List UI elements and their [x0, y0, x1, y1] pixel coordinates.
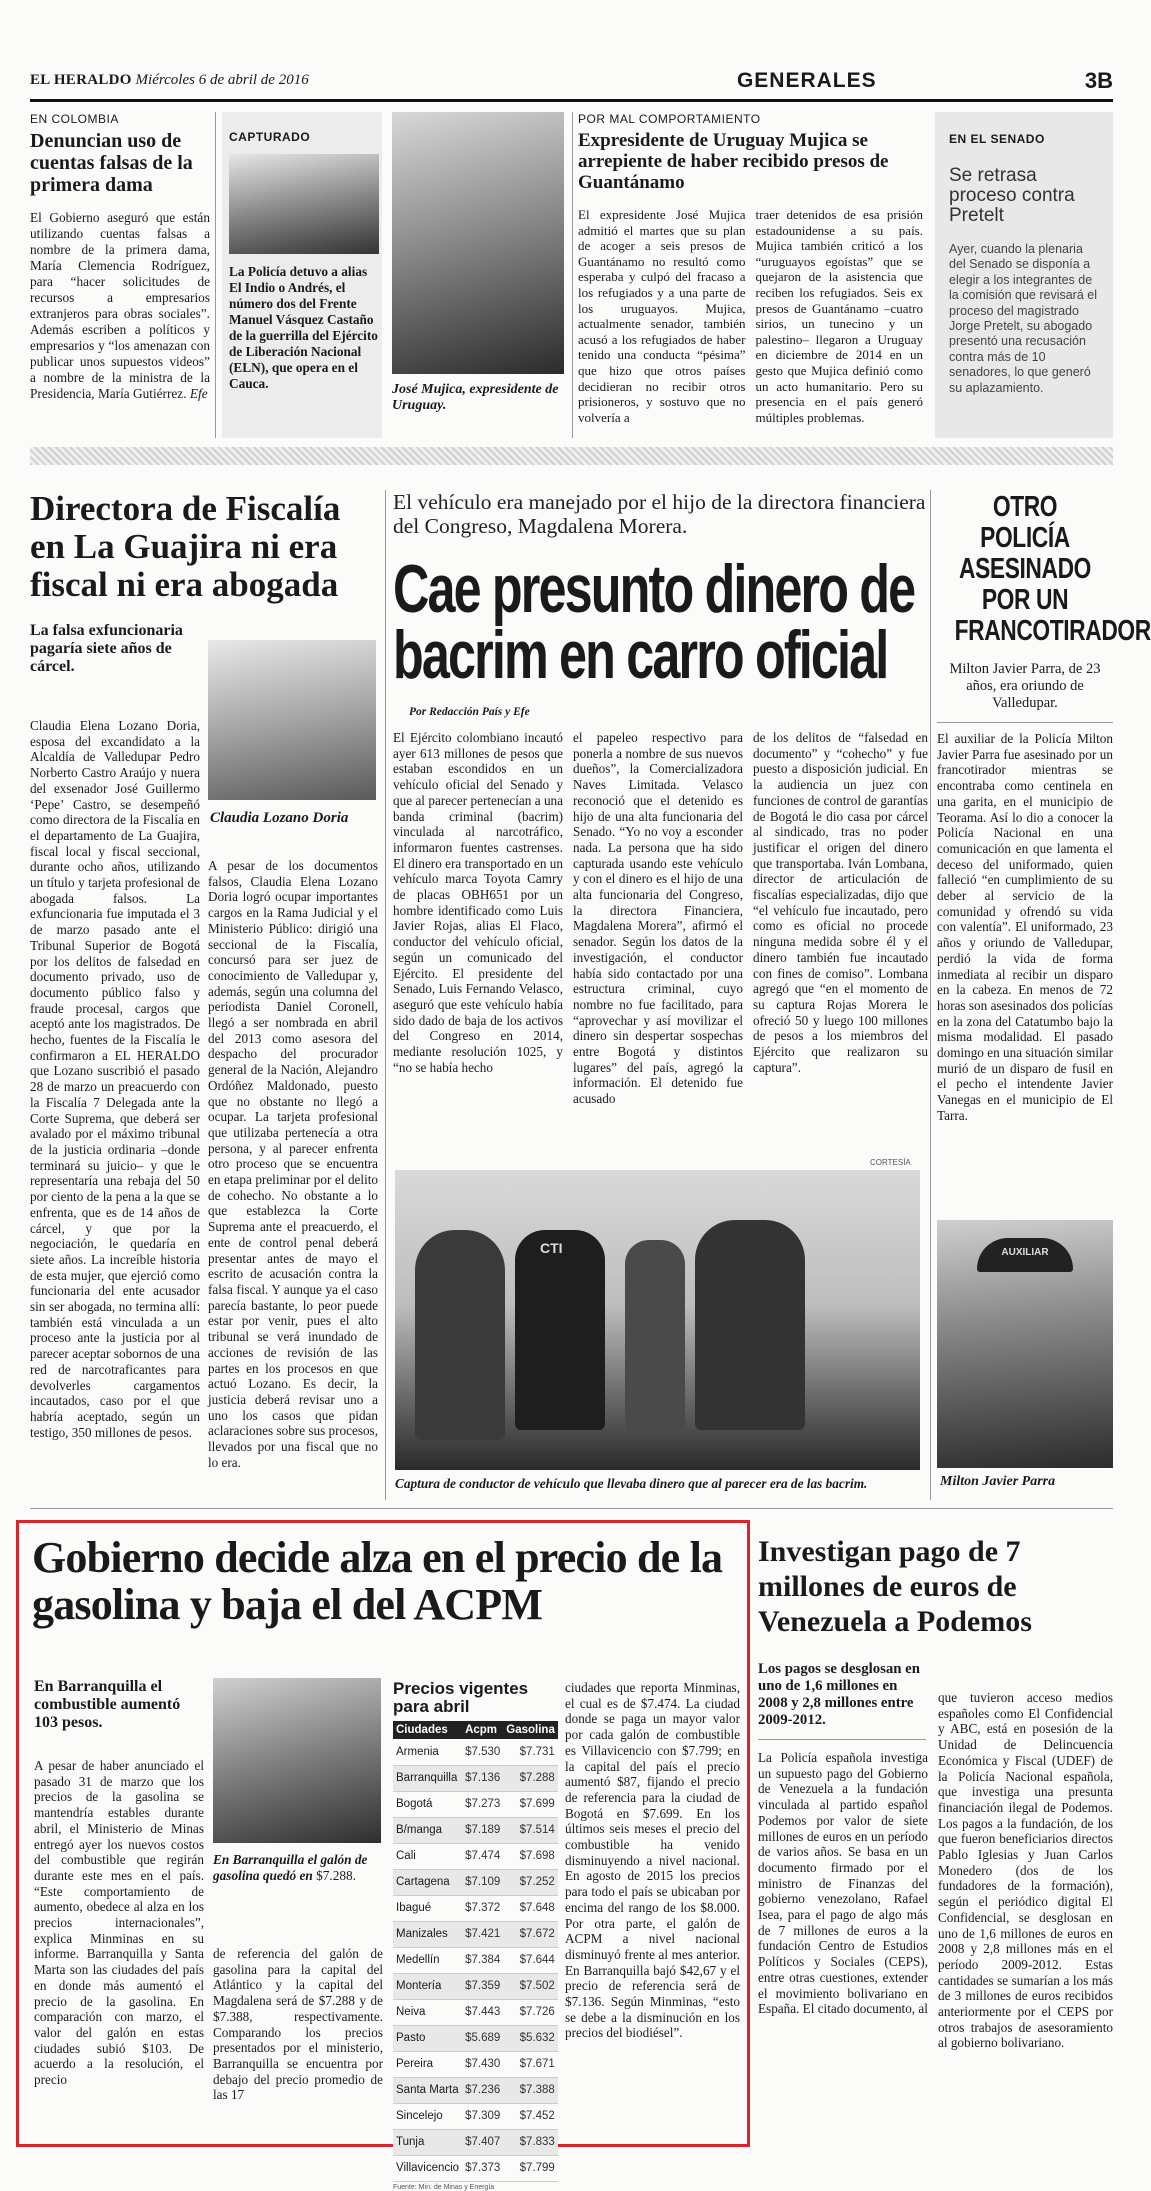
acpm-cell: $7.384 — [462, 1947, 503, 1973]
body-text: Ayer, cuando la plenaria del Senado se disponía a elegir a los integrantes de la comisión que revisará el proceso del magistrado Jorge Pretelt, su abogado presentó una recusación contra más de 10 senadores, lo que generó su aplazamiento. — [949, 242, 1097, 395]
table-row — [393, 1791, 558, 1817]
acpm-cell: $7.443 — [462, 1999, 503, 2025]
headline: Cae presunto dinero de bacrim en carro oficial — [393, 551, 915, 693]
divider — [385, 490, 386, 1500]
body-col-2: traer detenidos de esa prisión estadounidense a su país. Mujica también criticó a los “uruguayos egoístas” que se quejaron de la asistencia que reciben los refugiados. Seis ex presos de Guantánamo –cuatro sirios, un tunecino y un palestino– llegaron a Uruguay en diciembre de 2014 en un gesto que Mujica definió como un acto humanitario. Pero su presencia en el país generó múltiples problemas. — [755, 207, 923, 425]
acpm-cell: $7.372 — [462, 1895, 503, 1921]
brief-senado — [935, 112, 1113, 438]
acpm-cell: $7.309 — [462, 2103, 503, 2129]
gasolina-cell: $7.644 — [503, 1947, 558, 1973]
masthead — [30, 72, 309, 89]
kicker: EN EL SENADO — [949, 132, 1045, 146]
vest-label: CTI — [540, 1240, 563, 1256]
city-cell: Pasto — [393, 2025, 462, 2051]
table-row — [393, 2155, 558, 2181]
photo-mujica — [392, 112, 564, 374]
acpm-cell: $7.373 — [462, 2155, 503, 2181]
gasolina-cell: $7.252 — [503, 1869, 558, 1895]
deck: Los pagos se desglosan en uno de 1,6 millones en 2008 y 2,8 millones entre 2009-2012. — [758, 1661, 920, 1728]
acpm-cell: $7.359 — [462, 1973, 503, 1999]
price-table — [393, 1680, 553, 2191]
headline: Directora de Fiscalía en La Guajira ni era fiscal ni era abogada — [30, 489, 341, 604]
story-policia — [937, 491, 1151, 1221]
photo-capturado — [229, 154, 379, 254]
kicker: CAPTURADO — [229, 130, 311, 144]
acpm-cell: $5.689 — [462, 2025, 503, 2051]
headline: Expresidente de Uruguay Mujica se arrepiente de haber recibido presos de Guantánamo — [578, 130, 889, 193]
gasolina-cell: $7.726 — [503, 1999, 558, 2025]
acpm-cell: $7.421 — [462, 1921, 503, 1947]
table-row — [393, 1999, 558, 2025]
city-cell: Barranquilla — [393, 1765, 462, 1791]
table-row — [393, 2129, 558, 2155]
acpm-cell: $7.407 — [462, 2129, 503, 2155]
city-cell: Tunja — [393, 2129, 462, 2155]
acpm-cell: $7.474 — [462, 1843, 503, 1869]
gasolina-cell: $7.648 — [503, 1895, 558, 1921]
paper-name: EL HERALDO — [30, 72, 132, 88]
caption-parra: Milton Javier Parra — [940, 1474, 1056, 1489]
page-number: 3B — [1084, 67, 1113, 93]
acpm-cell: $7.189 — [462, 1817, 503, 1843]
city-cell: Bogotá — [393, 1791, 462, 1817]
photo-parra — [937, 1220, 1113, 1468]
table-source: Fuente: Min. de Minas y Energía — [393, 2183, 495, 2191]
gasolina-cell: $7.288 — [503, 1765, 558, 1791]
gasolina-cell: $7.698 — [503, 1843, 558, 1869]
body-col-2: que tuvieron acceso medios españoles como El Confidencial y ABC, está en posesión de la Unidad de Delincuencia Económica y Fiscal (UDEF) de la Policía Nacional española, que investiga una presunta financiación ilegal de Podemos. Los pagos a la fundación, de los que fueron beneficiarios directos Pablo Iglesias y Juan Carlos Monedero (dos de los fundadores de la formación), según el periódico digital El Confidencial, se desglosan en uno de 1,6 millones de euros en 2008 y 2,8 millones más en el período 2009-2012. Estas cantidades se sumarían a los más de 3 millones de euros recibidos anteriormente por el CEPS por otros trabajos de asesoramiento al gobierno bolivariano. — [938, 1690, 1113, 2051]
caption-lozano: Claudia Lozano Doria — [210, 810, 349, 826]
city-cell: Cartagena — [393, 1869, 462, 1895]
city-cell: Sincelejo — [393, 2103, 462, 2129]
divider — [937, 722, 1113, 723]
table-row — [393, 1947, 558, 1973]
body-col-2: de referencia del galón de gasolina para la capital del Atlántico y la capital del Magdalena será de $7.288 y de $7.388, respectivamente. Comparando los precios presentados por el ministerio, Barranquilla se encuentra por debajo del precio promedio de las 17 — [213, 1946, 383, 2103]
body-col-1: La Policía española investiga un supuesto pago del Gobierno de Venezuela a la fundación vinculada al partido español Podemos por valor de siete millones de euros en un período de varios años. Se basa en un documento firmado por el ministro de Finanzas del gobierno venezolano, Rafael Isea, para el pago de algo más de 7 millones de euros a la fundación Centro de Estudios Políticos y Sociales (CEPS), entre otras cuestiones, extender el movimiento bolivariano en España. El citado documento, al — [758, 1750, 928, 2017]
city-cell: Armenia — [393, 1739, 462, 1765]
byline: Por Redacción País y Efe — [409, 706, 530, 718]
photo-lozano — [208, 640, 376, 800]
table-row — [393, 2077, 558, 2103]
brief-primera-dama — [30, 112, 210, 428]
acpm-cell: $7.530 — [462, 1739, 503, 1765]
acpm-cell: $7.136 — [462, 1765, 503, 1791]
story-mujica — [578, 112, 923, 425]
gasolina-cell: $7.799 — [503, 2155, 558, 2181]
divider — [930, 490, 931, 1500]
table-row — [393, 1739, 558, 1765]
body-col-1: El expresidente José Mujica admitió el martes que su plan de acoger a seis presos de Guantánamo no resultó como esperaba y culpó del fracaso a los refugiados y a una parte de los uruguayos. Mujica, actualmente senador, también acusó a los refugiados de haber tenido una conducta “pésima” que hizo que otros países decidieran no recibir otros prisioneros, y sostuvo que no volvería a — [578, 207, 746, 425]
gasolina-cell: $7.671 — [503, 2051, 558, 2077]
body-col-2: A pesar de los documentos falsos, Claudia Elena Lozano Doria logró ocupar importantes cargos en la Rama Judicial y el Ministerio Público: dirigió una seccional de la Fiscalía, concursó para ser juez de conocimiento de Valledupar y, además, según una columna del periodista Daniel Coronell, llegó a ser nombrada en abril del 2013 como asesora del despacho del procurador general de la Nación, Alejandro Ordóñez Maldonado, puesto que no obstante no llegó a ocupar. La tarjeta profesional que utilizaba pertenecía a otra persona, y al parecer enfrenta otro proceso que se encuentra en etapa preliminar por el delito de cohecho. No obstante a lo que establezca la Corte Suprema ante el preacuerdo, el ente de control penal deberá presentar antes de mayo el escrito de acusación contra la falsa fiscal. Y aunque ya el caso parecía bastante, lo peor puede estar por venir, pues el alto tribunal se verá inundado de acciones de revisión de las partes en los procesos en que actuó Lozano. Es decir, la justicia deberá revisar uno a uno los casos que pidan aclaraciones sobre sus procesos, llevados por una fiscal que no lo era. — [208, 858, 378, 1470]
gasolina-cell: $7.502 — [503, 1973, 558, 1999]
acpm-cell: $7.236 — [462, 2077, 503, 2103]
divider — [572, 112, 573, 438]
caption-gasolina: En Barranquilla el galón de gasolina quedó en — [213, 1852, 368, 1883]
city-cell: Pereira — [393, 2051, 462, 2077]
photo-gasolina — [213, 1678, 381, 1843]
city-cell: Neiva — [393, 1999, 462, 2025]
credit: Efe — [189, 386, 208, 401]
prices-table — [393, 1721, 558, 2182]
gasolina-cell: $7.388 — [503, 2077, 558, 2103]
city-cell: Cali — [393, 1843, 462, 1869]
brief-capturado — [222, 112, 382, 438]
headline: Investigan pago de 7 millones de euros de Venezuela a Podemos — [758, 1535, 1032, 1638]
deck: La falsa exfuncionaria pagaría siete años de cárcel. — [30, 622, 183, 675]
page-header — [30, 62, 1113, 102]
gasolina-cell: $7.731 — [503, 1739, 558, 1765]
city-cell: Medellín — [393, 1947, 462, 1973]
helmet-label: AUXILIAR — [977, 1238, 1073, 1272]
table-row — [393, 2051, 558, 2077]
headline: Gobierno decide alza en el precio de la gasolina y baja el del ACPM — [32, 1533, 723, 1629]
table-row — [393, 2025, 558, 2051]
acpm-cell: $7.109 — [462, 1869, 503, 1895]
kicker: EN COLOMBIA — [30, 112, 119, 126]
city-cell: Manizales — [393, 1921, 462, 1947]
caption: La Policía detuvo a alias El Indio o Andrés, el número dos del Frente Manuel Vásquez Castaño de la guerrilla del Ejército de Liberación Nacional (ELN), que opera en el Cauca. — [229, 264, 378, 391]
caption-captura: Captura de conductor de vehículo que llevaba dinero que al parecer era de las bacrim. — [395, 1476, 868, 1491]
city-cell: B/manga — [393, 1817, 462, 1843]
acpm-cell: $7.273 — [462, 1791, 503, 1817]
gasolina-cell: $7.514 — [503, 1817, 558, 1843]
gasolina-cell: $7.833 — [503, 2129, 558, 2155]
city-cell: Montería — [393, 1973, 462, 1999]
section-band — [30, 447, 1113, 465]
city-cell: Santa Marta — [393, 2077, 462, 2103]
headline: Se retrasa proceso contra Pretelt — [949, 165, 1075, 226]
column-header: Gasolina — [503, 1721, 558, 1739]
table-row — [393, 1921, 558, 1947]
table-row — [393, 1869, 558, 1895]
photo-captura — [395, 1170, 920, 1470]
city-cell: Ibagué — [393, 1895, 462, 1921]
body-col-3: de los delitos de “falsedad en documento” y “cohecho” y fue puesto a disposición judicial. En la audiencia un juez con funciones de control de garantías de Bogotá le dio casa por cárcel al sindicado, tras no poder justificar el origen del dinero que transportaba. Iván Lombana, director de articulación de fiscalías especializadas, dijo que “el vehículo fue incautado, pero como es oficial no procede ninguna medida sobre él y el dinero también fue incautado con fines de comiso”. Lombana agregó que “en el momento de su captura Rojas Morera le ofreció 50 y luego 100 millones de pesos a los miembros del Ejército que realizaron su captura”. — [753, 730, 928, 1075]
city-cell: Villavicencio — [393, 2155, 462, 2181]
gasolina-cell: $7.699 — [503, 1791, 558, 1817]
headline: OTRO POLICÍA ASESINADO POR UN FRANCOTIRADOR — [954, 491, 1151, 647]
body-col-2: el papeleo respectivo para ponerla a nombre de sus nuevos dueños”, la Comercializadora Naves Limitada. Velasco reconoció que el detenido es hijo de una alta funcionaria del Senado. “Yo no voy a esconder nada. La persona que ha sido capturada usando este vehículo y con el dinero es el hijo de una alta funcionaria del Congreso, la directora Financiera, Magdalena Morera”, afirmó el senador. Según los datos de la investigación, el conductor había sido contactado por una estructura criminal, cuyo nombre no fue facilitado, para “aprovechar y así movilizar el dinero sin despertar sospechas entre Bogotá y distintos lugares” del país, agregó la información. El detenido fue acusado — [573, 730, 743, 1107]
table-row — [393, 1765, 558, 1791]
table-row — [393, 1973, 558, 1999]
body-col-3: ciudades que reporta Minminas, el cual es de $7.474. La ciudad donde se paga un mayor valor por cada galón de combustible es Villavicencio con $7.799; en la capital del país el precio aumentó $87, fijando el precio de referencia para la ciudad de Bogotá en $7.699. En los últimos seis meses el precio del combustible ha venido disminuyendo a nivel nacional. En agosto de 2015 los precios para todo el país se ubicaban por encima del rango de los $8.000. Por otra parte, el galón de ACPM a nivel nacional disminuyó frente al mes anterior. En Barranquilla bajó $42,67 y el precio de referencia será de $7.136. Según Minminas, “esto se debe a la disminución en los precios del biodiésel”. — [565, 1680, 740, 2041]
gasolina-cell: $7.452 — [503, 2103, 558, 2129]
body-col-1: A pesar de haber anunciado el pasado 31 de marzo que los precios de la gasolina se mantendría estables durante abril, el Ministerio de Minas entregó ayer los nuevos costos del combustible que regirán durante este mes en el país. “Este comportamiento de aumento, obedece al alza en los precios internacionales”, explica Minminas en su informe. Barranquilla y Santa Marta son las ciudades del país en donde más aumentó el precio de la gasolina. En comparación con marzo, el valor del galón en estas ciudades subió $103. De acuerdo a la resolución, el precio — [34, 1758, 204, 2088]
table-title: Precios vigentes para abril — [393, 1679, 529, 1716]
story-gasolina — [32, 1534, 742, 1628]
deck: En Barranquilla el combustible aumentó 103 pesos. — [34, 1678, 181, 1731]
caption-price: $7.288. — [316, 1868, 356, 1883]
story-bacrim — [393, 490, 928, 1130]
divider — [30, 1508, 1113, 1509]
kicker: POR MAL COMPORTAMIENTO — [578, 112, 761, 126]
acpm-cell: $7.430 — [462, 2051, 503, 2077]
table-row — [393, 1817, 558, 1843]
body-text: El Gobierno aseguró que están utilizando cuentas falsas a nombre de la primera dama, María Clemencia Rodríguez, para “hacer solicitudes de recursos a empresarios extranjeros para obras sociales”. Además escriben a políticos y empresarios y “los amenazan con publicar unos supuestos videos” a nombre de la ministra de la Presidencia, María Gutiérrez. — [30, 210, 210, 401]
body-col-1: Claudia Elena Lozano Doria, esposa del excandidato a la Alcaldía de Valledupar Pedro Norberto Castro Araújo y nuera del exsenador José Guillermo ‘Pepe’ Castro, se desempeñó como directora de la Fiscalía en el departamento de La Guajira, fiscal local y fiscal seccional, durante ocho años, utilizando un título y tarjeta profesional de abogada falsos. La exfuncionaria fue imputada el 3 de marzo pasado ante el Tribunal Superior de Bogotá por los delitos de falsedad en documento privado, uso de documento público falso y fraude procesal, cargos que aceptó ante los magistrados. De hecho, fuentes de la Fiscalía le confirmaron a EL HERALDO que Lozano suscribió el pasado 28 de marzo un preacuerdo con la Fiscalía 7 Delegada ante la Corte Suprema, que deberá ser avalado por el máximo tribunal de la justicia ordinaria –donde terminará su juicio– y que le representaría una rebaja del 50 por ciento de la pena a la que se enfrenta, que es de 14 años de cárcel, y que por la negociación, le quedaría en siete años. La increíble historia de esta mujer, que ejerció como funcionaria del ente acusador sin ser abogada, no termina allí: también está vinculada a un proceso ante la justicia por al parecer aceptar sobornos de una red de narcotraficantes para devolverles cargamentos incautados, caso por el que habría aceptado, según un testigo, 350 millones de pesos. — [30, 718, 200, 1440]
caption-mujica: José Mujica, expresidente de Uruguay. — [392, 382, 559, 413]
date: Miércoles 6 de abril de 2016 — [135, 72, 309, 88]
photo-credit: CORTESÍA — [870, 1158, 911, 1167]
deck: El vehículo era manejado por el hijo de la directora financiera del Congreso, Magdalena Morera. — [393, 490, 926, 538]
table-row — [393, 1895, 558, 1921]
gasolina-cell: $7.672 — [503, 1921, 558, 1947]
body-col-1: El Ejército colombiano incautó ayer 613 millones de pesos que estaban escondidos en un vehículo oficial del Senado y que al parecer pertenecían a una banda criminal (bacrim) vinculada al narcotráfico, informaron fuentes castrenses. El dinero era transportado en un vehículo marca Toyota Camry de placas OBH651 por un hombre identificado como Luis Javier Rojas, alias El Flaco, conductor del vehículo oficial, según un comunicado del Ejército. El presidente del Senado, Luis Fernando Velasco, aseguró que este vehículo había sido dado de baja de los activos del Congreso en 2014, mediante resolución 1025, y “no se había hecho — [393, 730, 563, 1075]
table-row — [393, 2103, 558, 2129]
section-name: GENERALES — [736, 68, 877, 92]
column-header: Acpm — [462, 1721, 503, 1739]
gasolina-cell: $5.632 — [503, 2025, 558, 2051]
divider — [215, 112, 216, 438]
column-header: Ciudades — [393, 1721, 462, 1739]
table-row — [393, 1843, 558, 1869]
headline: Denuncian uso de cuentas falsas de la primera dama — [30, 130, 193, 196]
deck: Milton Javier Parra, de 23 años, era oriundo de Valledupar. — [949, 661, 1101, 711]
body-text: El auxiliar de la Policía Milton Javier Parra fue asesinado por un francotirador mientras se encontraba como centinela en una garita, en el municipio de Teorama. Así lo dio a conocer la Policía Nacional en una comunicación en que lamenta el deceso del uniformado, quien falleció “en cumplimiento de su deber al servicio de la comunidad y ofrendó su vida con valentía”. El uniformado, 23 años y oriundo de Valledupar, perdió la vida de forma inmediata al recibir un disparo en la cabeza. En menos de 72 horas son asesinados dos policías en la zona del Catatumbo bajo la misma modalidad. El pasado domingo en una situación similar murió de un disparo de fusil en el pecho el intendente Javier Vanegas en el municipio de El Tarra. — [937, 731, 1113, 1123]
